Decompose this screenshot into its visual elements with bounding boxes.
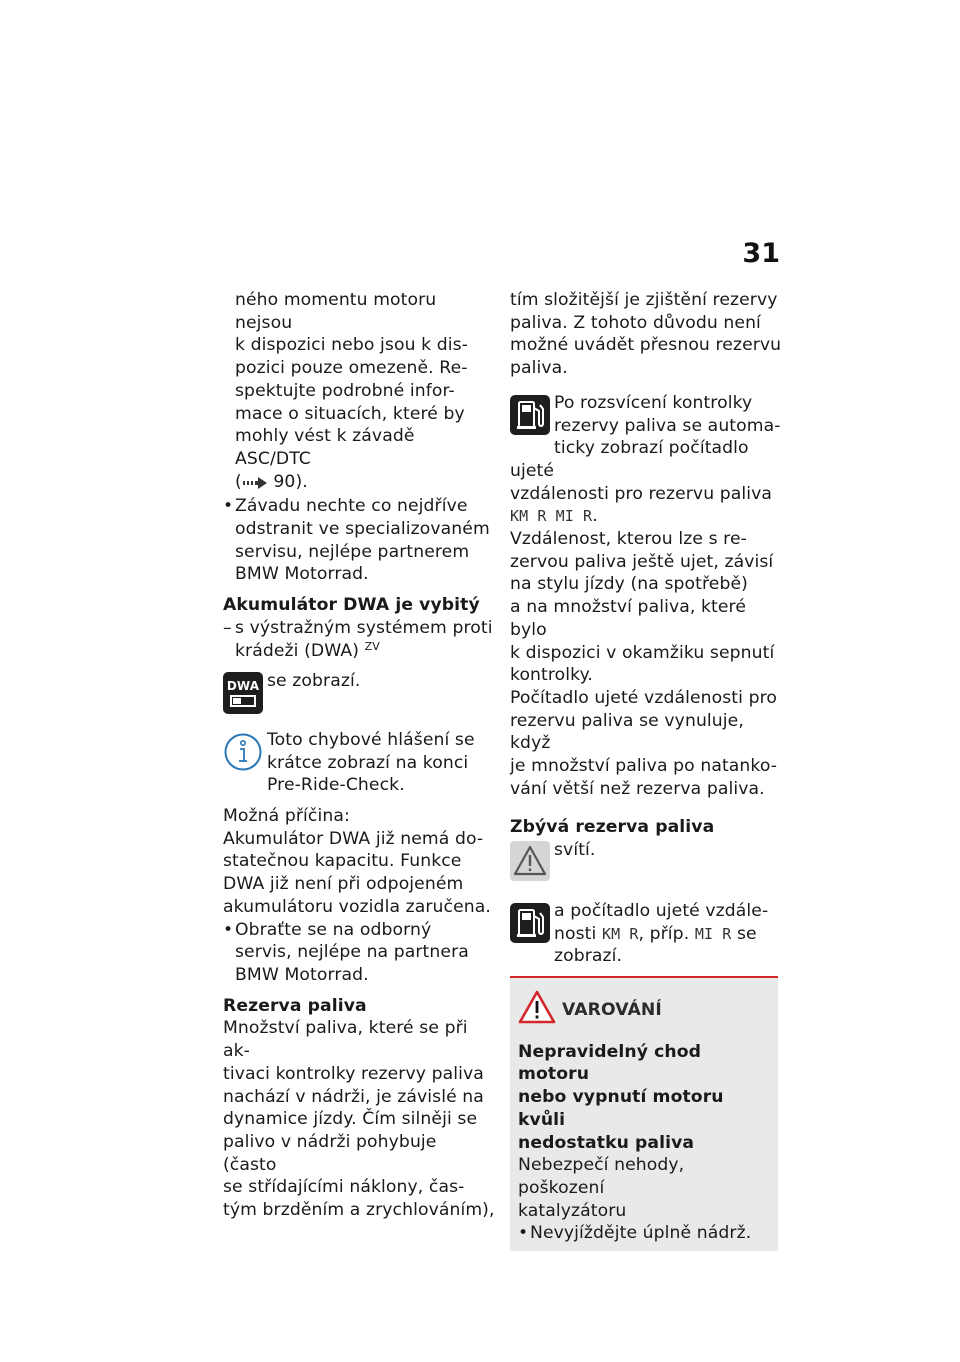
cross-reference-arrow-icon — [242, 473, 268, 496]
warning-light-row: svítí. — [510, 839, 782, 888]
paragraph-vzdalenost: Vzdálenost, kterou lze s re- zervou paliva ještě ujet, závisí na stylu jízdy (na spotřebě) a na množství paliva, které bylo k dispozici v okamžiku sepnutí kontrolky. — [510, 529, 775, 686]
heading-akumulator: Akumulátor DWA je vybitý — [223, 595, 480, 616]
right-column — [510, 289, 782, 1251]
dash-item: – s výstražným systémem proti krádeži (DWA) $^{ZV}$ — [223, 617, 493, 661]
fuel-pump-icon — [510, 395, 550, 442]
bullet-item: • Závadu nechte co nejdříve odstranit ve specializovaném servisu, nejlépe partnerem BMW Motorrad. — [223, 495, 495, 586]
warning-label: VAROVÁNÍ — [562, 999, 662, 1020]
display-code-km-r: KM R — [601, 924, 639, 943]
display-code-km-mi-r: KM R MI R — [510, 507, 593, 526]
info-note: Toto chybové hlášení se krátce zobrazí na konci Pre-Ride-Check. — [223, 729, 495, 797]
warning-triangle-icon — [518, 990, 556, 1031]
info-icon — [223, 732, 263, 779]
warning-bullet: • Nevyjíždějte úplně nádrž. — [518, 1222, 770, 1245]
left-column — [223, 289, 495, 1222]
paragraph-asc-dtc: ného momentu motoru nejsou k dispozici nebo jsou k dis- pozici pouze omezeně. Re- spektujte podrobné infor- mace o situacích, které by mohly vést k závadě ASC/DTC ( 90). — [223, 289, 495, 495]
page-number: 31 — [742, 238, 780, 269]
warning-title: Nepravidelný chod motoru nebo vypnutí motoru kvůli nedostatku paliva — [518, 1041, 724, 1153]
heading-zbyva-rezerva: Zbývá rezerva paliva — [510, 817, 715, 838]
paragraph-rezerva: Množství paliva, které se při ak- tivaci kontrolky rezervy paliva nachází v nádrži, je závislé na dynamice jízdy. Čím silněji se palivo v nádrži pohybuje (často se střídajícími náklony, čas- tým brzděním a zrychlováním), — [223, 1018, 495, 1221]
cross-reference-page[interactable]: 90). — [273, 471, 308, 492]
svg-text:DWA: DWA — [226, 679, 260, 694]
paragraph-pocitadlo: Počítadlo ujeté vzdálenosti pro rezervu paliva se vynuluje, když je množství paliva po natanko- vání větší než rezerva paliva. — [510, 687, 778, 799]
heading-rezerva: Rezerva paliva — [223, 995, 367, 1016]
display-code-mi-r: MI R — [694, 924, 732, 943]
fuel-pump-icon — [510, 903, 550, 950]
fuel-reserve-display-note: a počítadlo ujeté vzdále- nosti KM R, příp. MI R se zobrazí. — [510, 900, 782, 968]
bullet-item: • Obraťte se na odborný servis, nejlépe na partnera BMW Motorrad. — [223, 919, 495, 987]
warning-header — [518, 990, 770, 1031]
warning-box: VAROVÁNÍ Nepravidelný chod motoru nebo vypnutí motoru kvůli nedostatku paliva Nebezpečí nehody, poškození katalyzátoru • Nevyjíždějte úplně nádrž. — [510, 976, 778, 1251]
paragraph-possible-cause: Možná příčina: Akumulátor DWA již nemá do- statečnou kapacitu. Funkce DWA již není při odpojeném akumulátoru vozidla zaručena. — [223, 806, 491, 917]
zv-marker: ZV — [364, 639, 380, 653]
dwa-indicator-row: DWA se zobrazí. — [223, 670, 495, 721]
paragraph-rezerva-continued: tím složitější je zjištění rezervy paliva. Z tohoto důvodu není možné uvádět přesnou rezervu paliva. — [510, 290, 782, 379]
dwa-battery-icon — [223, 672, 263, 721]
fuel-reserve-note: Po rozsvícení kontrolky rezervy paliva se automa- ticky zobrazí počítadlo ujeté vzdálenosti pro rezervu paliva KM R MI R. — [510, 392, 781, 527]
general-warning-triangle-icon — [510, 841, 550, 888]
